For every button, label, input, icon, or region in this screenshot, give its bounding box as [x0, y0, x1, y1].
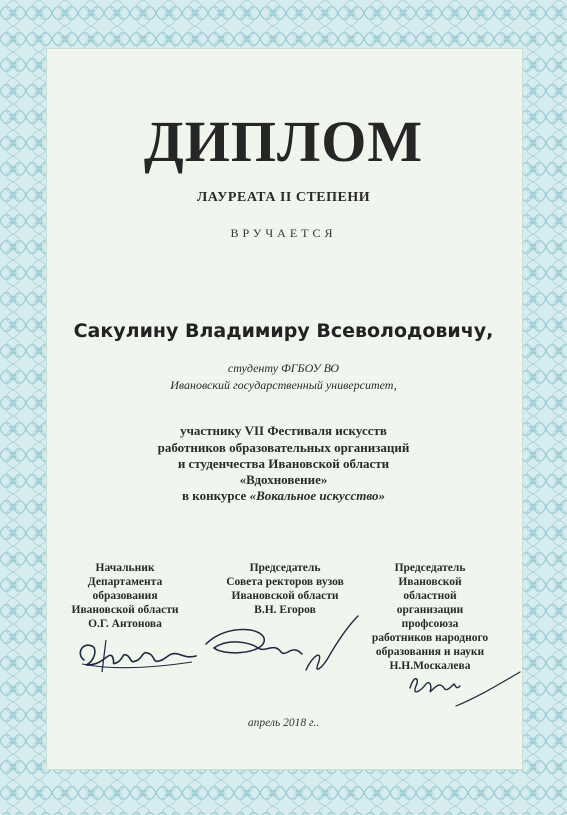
contest-name: «Вокальное искусство» [249, 488, 385, 503]
signatory-line: образования и науки [375, 646, 485, 658]
signatory-line: Председатель [249, 562, 321, 574]
recipient-role: студенту ФГБОУ ВО [227, 361, 340, 375]
signatory-line: Ивановской области [231, 590, 339, 602]
participation-line-2: работников образовательных организаций [157, 440, 410, 455]
signatory-name: В.Н. Егоров [254, 604, 316, 616]
signatory-line: Председатель [394, 562, 466, 574]
signatory-line: областной [403, 590, 457, 602]
festival-name: «Вдохновение» [239, 472, 328, 487]
signatory-line: Ивановской области [71, 604, 179, 616]
awarded-label: ВРУЧАЕТСЯ [230, 226, 337, 240]
signatory-line: профсоюза [401, 618, 459, 630]
signatory-line: Ивановской [398, 576, 462, 588]
signatory-name: О.Г. Антонова [88, 618, 162, 630]
diploma-title: ДИПЛОМ [143, 109, 424, 174]
signatory-line: образования [92, 590, 158, 602]
signatory-line: организации [396, 604, 464, 616]
signature-egorov [198, 608, 368, 680]
recipient-name: Сакулину Владимиру Всеволодовичу, [73, 320, 494, 342]
contest-prefix: в конкурсе [181, 488, 250, 503]
participation-line-1: участнику VII Фестиваля искусств [180, 423, 387, 438]
signatory-line: Начальник [95, 562, 155, 574]
signatory-block-1 [55, 561, 195, 631]
signatory-line: Совета ректоров вузов [226, 576, 344, 588]
signatory-line: Департамента [87, 576, 163, 588]
signature-antonova [72, 632, 202, 678]
contest-line [0, 487, 567, 504]
degree-label: ЛАУРЕАТА II СТЕПЕНИ [196, 190, 371, 205]
signatory-line: работников народного [371, 632, 489, 644]
signatory-block-3 [355, 561, 505, 673]
signatory-name: Н.Н.Москалева [389, 660, 471, 672]
signature-moskaleva [396, 664, 526, 716]
issue-date: апрель 2018 г.. [247, 717, 320, 729]
participation-line-3: и студенчества Ивановской области [177, 456, 390, 471]
recipient-university: Ивановский государственный университет, [170, 378, 397, 392]
